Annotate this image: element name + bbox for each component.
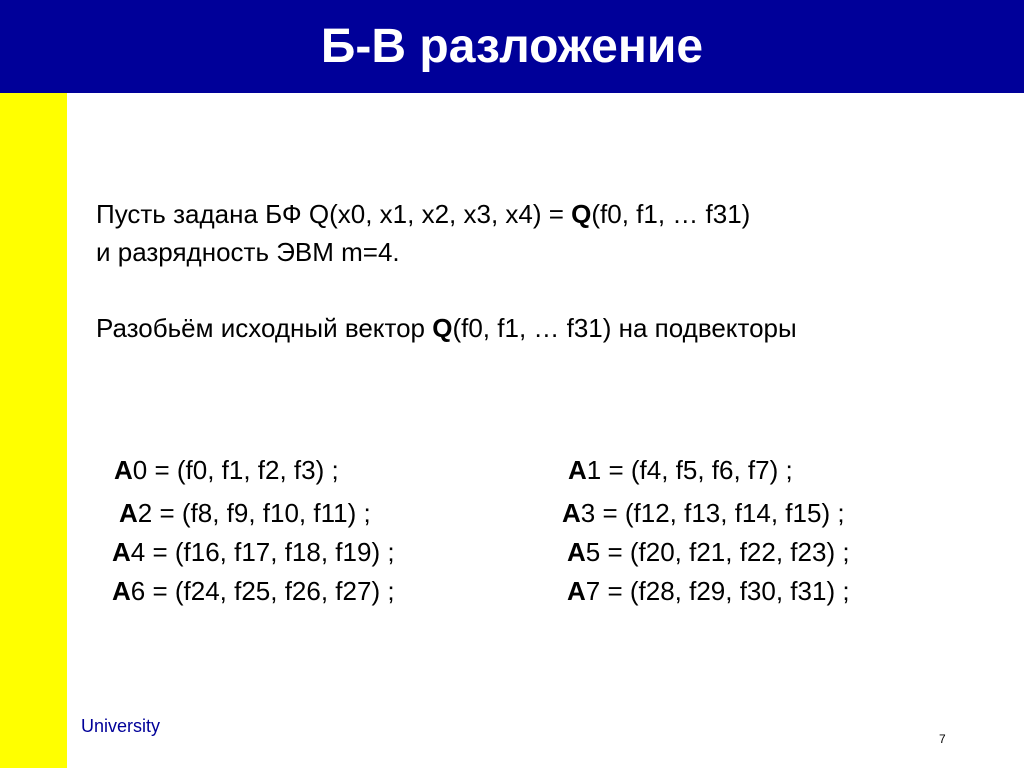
paragraph-function-definition [96, 195, 952, 271]
subvector-definition [114, 451, 339, 489]
footer-university-label: University [81, 716, 161, 736]
subvector-name: A [114, 455, 133, 485]
subvector-value: 7 = (f28, f29, f30, f31) ; [585, 576, 850, 606]
subvector-definition [119, 494, 371, 532]
subvector-value: 3 = (f12, f13, f14, f15) ; [580, 498, 845, 528]
subvector-value: 1 = (f4, f5, f6, f7) ; [586, 455, 793, 485]
subvector-name: A [567, 537, 586, 567]
subvector-value: 6 = (f24, f25, f26, f27) ; [130, 576, 395, 606]
subvector-definition [567, 572, 850, 610]
subvector-definition [568, 451, 793, 489]
subvector-name: A [112, 537, 131, 567]
subvector-definition [562, 494, 845, 532]
paragraph-text: Разобьём исходный вектор [96, 313, 433, 343]
subvector-definition [112, 572, 395, 610]
subvector-name: A [119, 498, 138, 528]
paragraph-text: (f0, f1, … f31) [591, 199, 751, 229]
subvector-value: 0 = (f0, f1, f2, f3) ; [132, 455, 339, 485]
paragraph-text: Пусть задана БФ Q(x0, x1, x2, x3, x4) = [96, 199, 572, 229]
subvector-name: A [567, 576, 586, 606]
vector-symbol: Q [571, 199, 592, 229]
page-number: 7 [939, 732, 946, 746]
slide-body [96, 195, 952, 347]
vector-symbol: Q [432, 313, 453, 343]
slide-title: Б-В разложение [320, 19, 704, 73]
side-accent-strip [0, 93, 67, 768]
subvector-name: A [568, 455, 587, 485]
paragraph-split-vector [96, 309, 952, 347]
subvector-name: A [112, 576, 131, 606]
paragraph-text: и разрядность ЭВМ m=4. [96, 237, 400, 267]
subvector-value: 2 = (f8, f9, f10, f11) ; [137, 498, 371, 528]
subvector-definition [567, 533, 850, 571]
title-bar [0, 0, 1024, 93]
subvector-definition [112, 533, 395, 571]
subvector-name: A [562, 498, 581, 528]
subvector-value: 4 = (f16, f17, f18, f19) ; [130, 537, 395, 567]
subvector-value: 5 = (f20, f21, f22, f23) ; [585, 537, 850, 567]
paragraph-text: (f0, f1, … f31) на подвекторы [452, 313, 797, 343]
